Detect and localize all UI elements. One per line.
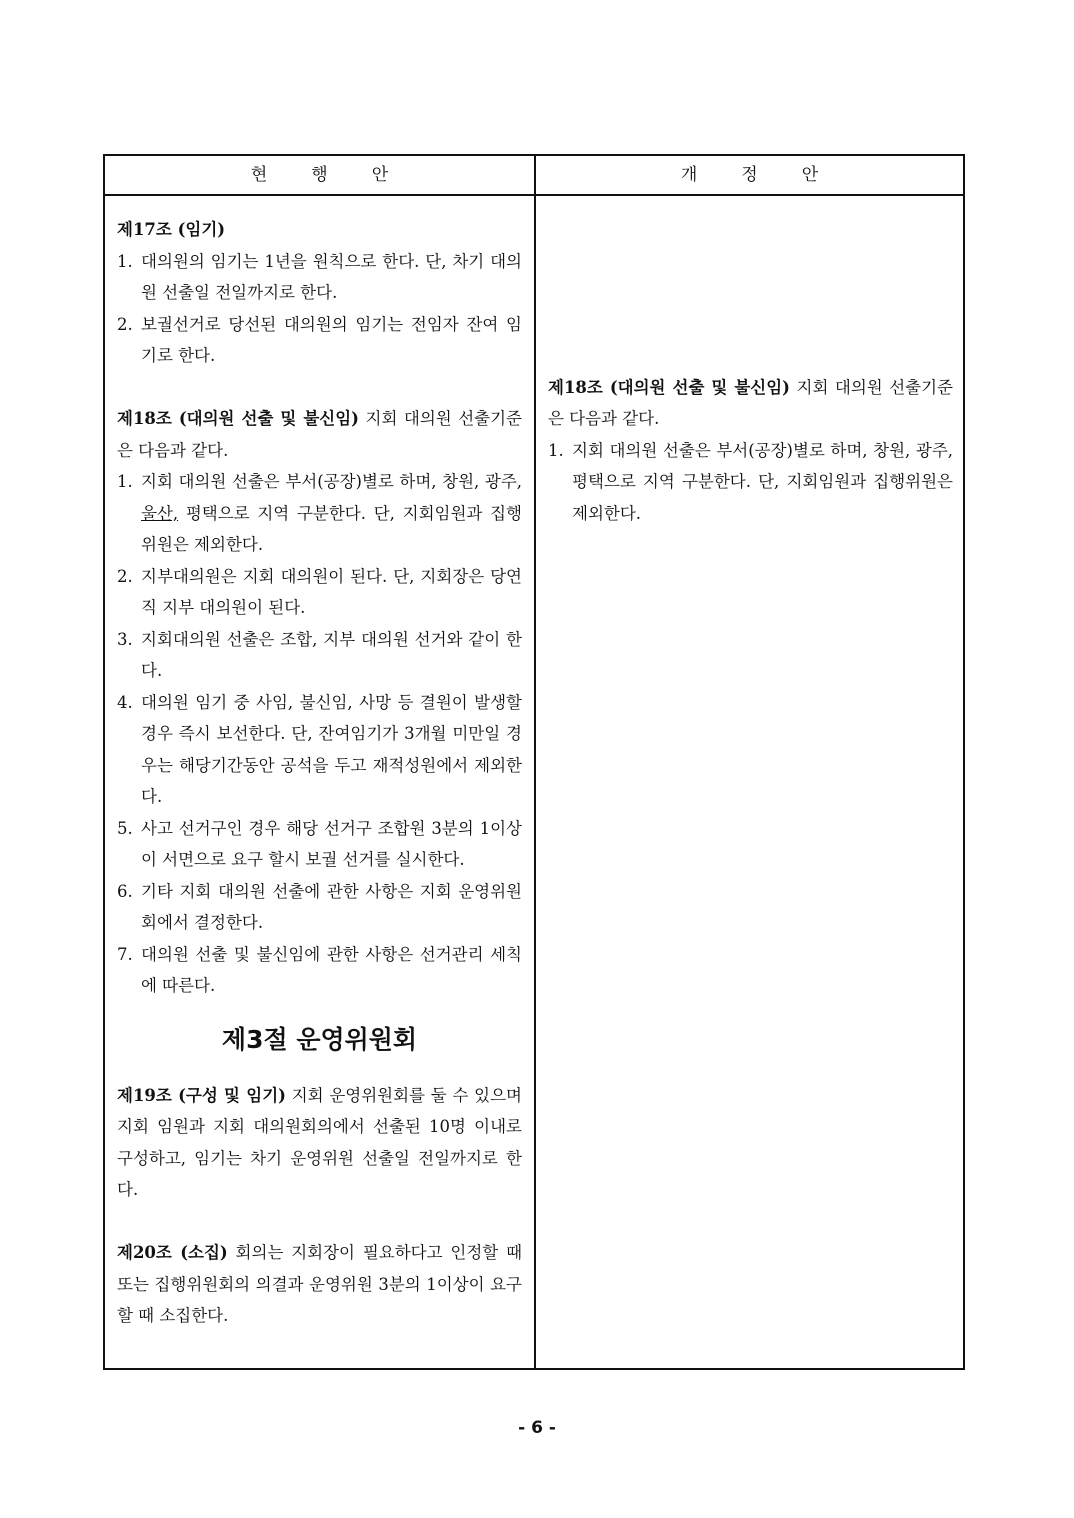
table-header-row — [105, 156, 963, 196]
list-item: 6. 기타 지회 대의원 선출에 관한 사항은 지회 운영위원회에서 결정한다. — [117, 881, 522, 932]
header-revised: 개 정 안 — [680, 165, 819, 185]
page-number: - 6 - — [518, 1418, 556, 1438]
revised-column — [548, 196, 953, 529]
list-item: 7. 대의원 선출 및 불신임에 관한 사항은 선거관리 세칙에 따른다. — [117, 944, 522, 995]
list-item: 5. 사고 선거구인 경우 해당 선거구 조합원 3분의 1이상이 서면으로 요구 할시 보궐 선거를 실시한다. — [117, 818, 522, 869]
comparison-table — [103, 154, 965, 1370]
list-item: 1. 대의원의 임기는 1년을 원칙으로 한다. 단, 차기 대의원 선출일 전일까지로 한다. — [117, 251, 522, 302]
list-item: 4. 대의원 임기 중 사임, 불신임, 사망 등 결원이 발생할 경우 즉시 보선한다. 단, 잔여임기가 3개월 미만일 경우는 해당기간동안 공석을 두고 재적성원에서 제외한다. — [117, 692, 522, 806]
underlined-change: 울산, — [141, 503, 179, 523]
column-divider — [534, 156, 536, 1368]
article-17-title: 제17조 (임기) — [117, 220, 226, 239]
article-19: 제19조 (구성 및 임기) 지회 운영위원회를 둘 수 있으며 지회 임원과 지회 대의원회의에서 선출된 10명 이내로 구성하고, 임기는 차기 운영위원 선출일 전일까지로 한다. — [117, 1085, 522, 1199]
list-item: 2. 보궐선거로 당선된 대의원의 임기는 전임자 잔여 임기로 한다. — [117, 314, 522, 365]
article-20-title: 제20조 (소집) — [117, 1243, 228, 1262]
article-18: 제18조 (대의원 선출 및 불신임) 지회 대의원 선출기준은 다음과 같다. 1. 지회 대의원 선출은 부서(공장)별로 하며, 창원, 광주, 울산, 평택으로 지역 구분한다. 단, 지회임원과 집행위원은 제외한다. 2. 지부대의원은 지회 대의원이 된다. 단, 지회장은 당연직 지부 대의원이 된다. 3. 지회대의원 선출은 조합, 지부 대의원 선거와 같이 한다. 4. 대의원 임기 중 사임, 불신임, 사망 등 결원이 발생할 경우 즉시 보선한다. 단, 잔여임기가 3개월 미만일 경우는 해당기간동안 공석을 두고 재적성원에서 제외한다. 5. 사고 선거구인 경우 해당 선거구 조합원 3분의 1이상이 서면으로 요구 할시 보궐 선거를 실시한다. 6. 기타 지회 대의원 선출에 관한 사항은 지회 운영위원회에서 결정한다. 7. 대의원 선출 및 불신임에 관한 사항은 선거관리 세칙에 따른다. — [117, 403, 522, 1002]
section-title: 제3절 운영위원회 — [221, 1024, 418, 1054]
list-item: 2. 지부대의원은 지회 대의원이 된다. 단, 지회장은 당연직 지부 대의원이 된다. — [117, 566, 522, 617]
revised-article-18-title: 제18조 (대의원 선출 및 불신임) — [548, 377, 790, 397]
article-17 — [117, 214, 522, 372]
article-19-title: 제19조 (구성 및 임기) — [117, 1085, 286, 1105]
article-18-title: 제18조 (대의원 선출 및 불신임) — [117, 409, 359, 428]
article-20: 제20조 (소집) 회의는 지회장이 필요하다고 인정할 때 또는 집행위원회의 의결과 운영위원 3분의 1이상이 요구할 때 소집한다. — [117, 1243, 523, 1325]
list-item: 1. 지회 대의원 선출은 부서(공장)별로 하며, 창원, 광주, 평택으로 지역 구분한다. 단, 지회임원과 집행위원은 제외한다. — [548, 440, 953, 523]
list-item: 1. 지회 대의원 선출은 부서(공장)별로 하며, 창원, 광주, 울산, 평택으로 지역 구분한다. 단, 지회임원과 집행위원은 제외한다. — [117, 472, 522, 554]
list-item: 3. 지회대의원 선출은 조합, 지부 대의원 선거와 같이 한다. — [117, 629, 522, 680]
revised-article-18: 제18조 (대의원 선출 및 불신임) 지회 대의원 선출기준은 다음과 같다. 1. 지회 대의원 선출은 부서(공장)별로 하며, 창원, 광주, 평택으로 지역 구분한다. 단, 지회임원과 집행위원은 제외한다. — [548, 372, 953, 530]
header-current: 현 행 안 — [250, 165, 389, 185]
current-column — [117, 196, 522, 1332]
